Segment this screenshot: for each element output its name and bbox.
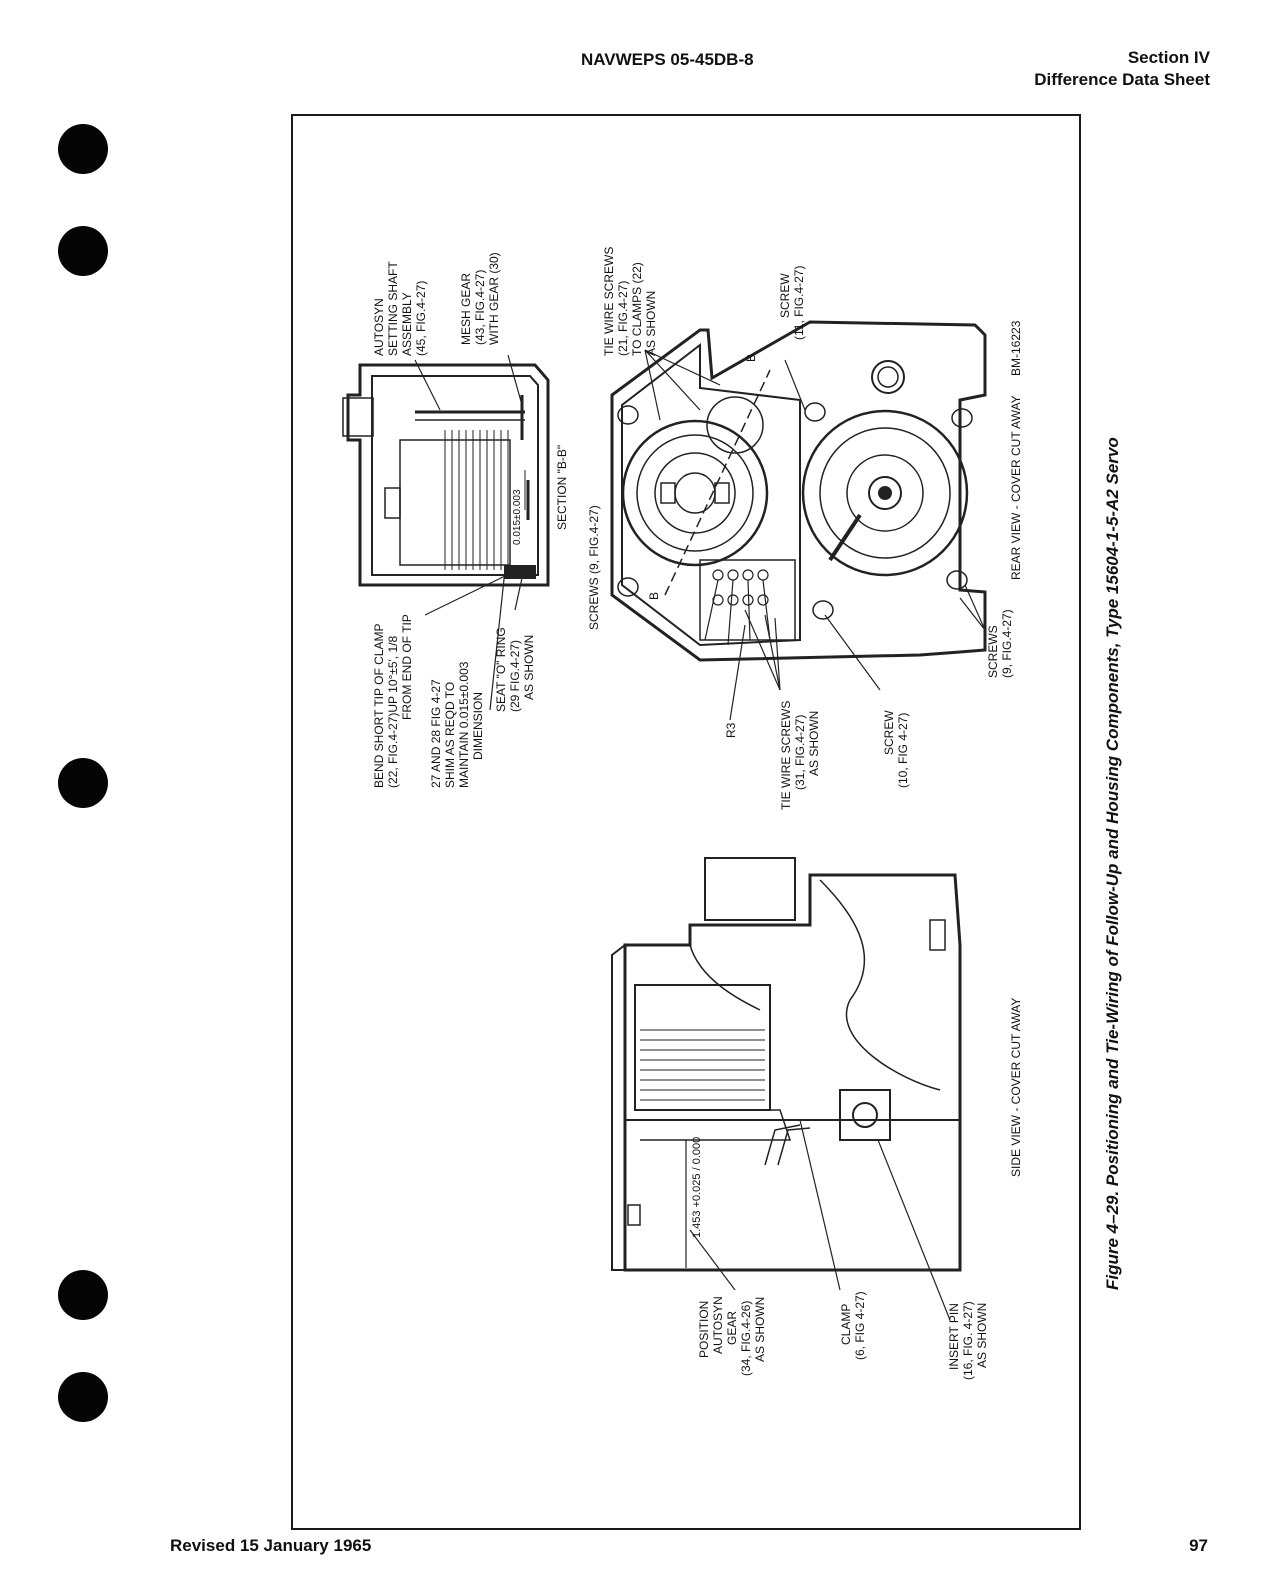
label-insert-pin-l3: AS SHOWN — [975, 1302, 989, 1368]
label-o-ring-l3: AS SHOWN — [522, 634, 536, 700]
label-autosyn-shaft-l1: AUTOSYN — [372, 298, 386, 356]
page-number: 97 — [1189, 1536, 1208, 1555]
section-subtitle: Difference Data Sheet — [1034, 70, 1210, 89]
label-screw-10-l2: (10, FIG 4-27) — [896, 712, 910, 788]
label-position-gear-l4: (34, FIG.4-26) — [739, 1300, 753, 1376]
label-b-top: B — [744, 353, 758, 362]
section-label: Section IV — [1127, 48, 1210, 67]
label-bend-tip-l1: BEND SHORT TIP OF CLAMP — [372, 623, 386, 788]
label-mesh-gear-l3: WITH GEAR (30) — [487, 252, 501, 345]
label-screw-10-l1: SCREW — [882, 710, 896, 755]
label-r3: R3 — [724, 722, 738, 738]
rear-view — [612, 322, 985, 660]
label-rear-view: REAR VIEW - COVER CUT AWAY — [1009, 395, 1023, 580]
label-autosyn-shaft-l2: SETTING SHAFT — [386, 261, 400, 356]
label-tie-wire-bottom-l1: TIE WIRE SCREWS — [779, 700, 793, 810]
label-shim-l2: SHIM AS REQD TO — [443, 681, 457, 788]
label-position-gear-l5: AS SHOWN — [753, 1296, 767, 1362]
figure-annotations — [372, 247, 1122, 1380]
section-b-b-view — [343, 365, 548, 585]
label-b-bottom: B — [647, 591, 661, 600]
label-side-view: SIDE VIEW - COVER CUT AWAY — [1009, 997, 1023, 1177]
label-tie-wire-top-l3: TO CLAMPS (22) — [630, 262, 644, 356]
label-screws-9-right-l1: SCREWS — [986, 625, 1000, 678]
label-insert-pin-l1: INSERT PIN — [947, 1303, 961, 1370]
label-tie-wire-top-l1: TIE WIRE SCREWS — [602, 246, 616, 356]
label-drawing-number: BM-16223 — [1009, 320, 1023, 376]
label-autosyn-shaft-l3: ASSEMBLY — [400, 292, 414, 356]
label-mesh-gear-l2: (43, FIG.4-27) — [473, 269, 487, 345]
label-tie-wire-top-l4: AS SHOWN — [644, 290, 658, 356]
label-o-ring-l2: (29 FIG.4-27) — [508, 639, 522, 712]
label-screw-11-l1: SCREW — [778, 273, 792, 318]
label-insert-pin-l2: (16, FIG. 4-27) — [961, 1301, 975, 1380]
label-section-b-b: SECTION "B-B" — [555, 444, 569, 530]
document-number: NAVWEPS 05-45DB-8 — [581, 50, 754, 69]
revised-date: Revised 15 January 1965 — [170, 1536, 372, 1555]
label-clamp-l1: CLAMP — [839, 1303, 853, 1345]
label-tie-wire-bottom-l3: AS SHOWN — [807, 710, 821, 776]
label-screws-9-left: SCREWS (9, FIG.4-27) — [587, 505, 601, 630]
label-tie-wire-top-l2: (21, FIG.4-27) — [616, 280, 630, 356]
label-autosyn-shaft-l4: (45, FIG.4-27) — [414, 280, 428, 356]
label-bend-tip-l3: FROM END OF TIP — [400, 614, 414, 720]
label-o-ring-l1: SEAT "O" RING — [494, 627, 508, 712]
label-screw-11-l2: (11, FIG.4-27) — [792, 265, 806, 340]
label-shim-l3: MAINTAIN 0.015±0.003 — [457, 661, 471, 788]
label-shim-l4: DIMENSION — [471, 691, 485, 760]
label-position-gear-l1: POSITION — [697, 1300, 711, 1358]
label-tie-wire-bottom-l2: (31, FIG.4-27) — [793, 714, 807, 790]
label-position-gear-l2: AUTOSYN — [711, 1296, 725, 1354]
label-side-dimension: 1.453 +0.025 / 0.000 — [691, 1136, 703, 1238]
label-clamp-l2: (6, FIG 4-27) — [853, 1291, 867, 1360]
label-screws-9-right-l2: (9, FIG.4-27) — [1000, 609, 1014, 678]
label-position-gear-l3: GEAR — [725, 1310, 739, 1345]
label-shim-l1: 27 AND 28 FIG 4-27 — [429, 679, 443, 788]
label-mesh-gear-l1: MESH GEAR — [459, 272, 473, 345]
label-bend-tip-l2: (22, FIG.4-27)UP 10°±5', 1/8 — [386, 635, 400, 788]
side-view — [612, 858, 960, 1270]
figure-caption: Figure 4–29. Positioning and Tie-Wiring of Follow-Up and Housing Components, Type 15604-1-5-A2 Servo — [1103, 437, 1122, 1290]
label-dimension-015: 0.015±0.003 — [512, 489, 523, 545]
